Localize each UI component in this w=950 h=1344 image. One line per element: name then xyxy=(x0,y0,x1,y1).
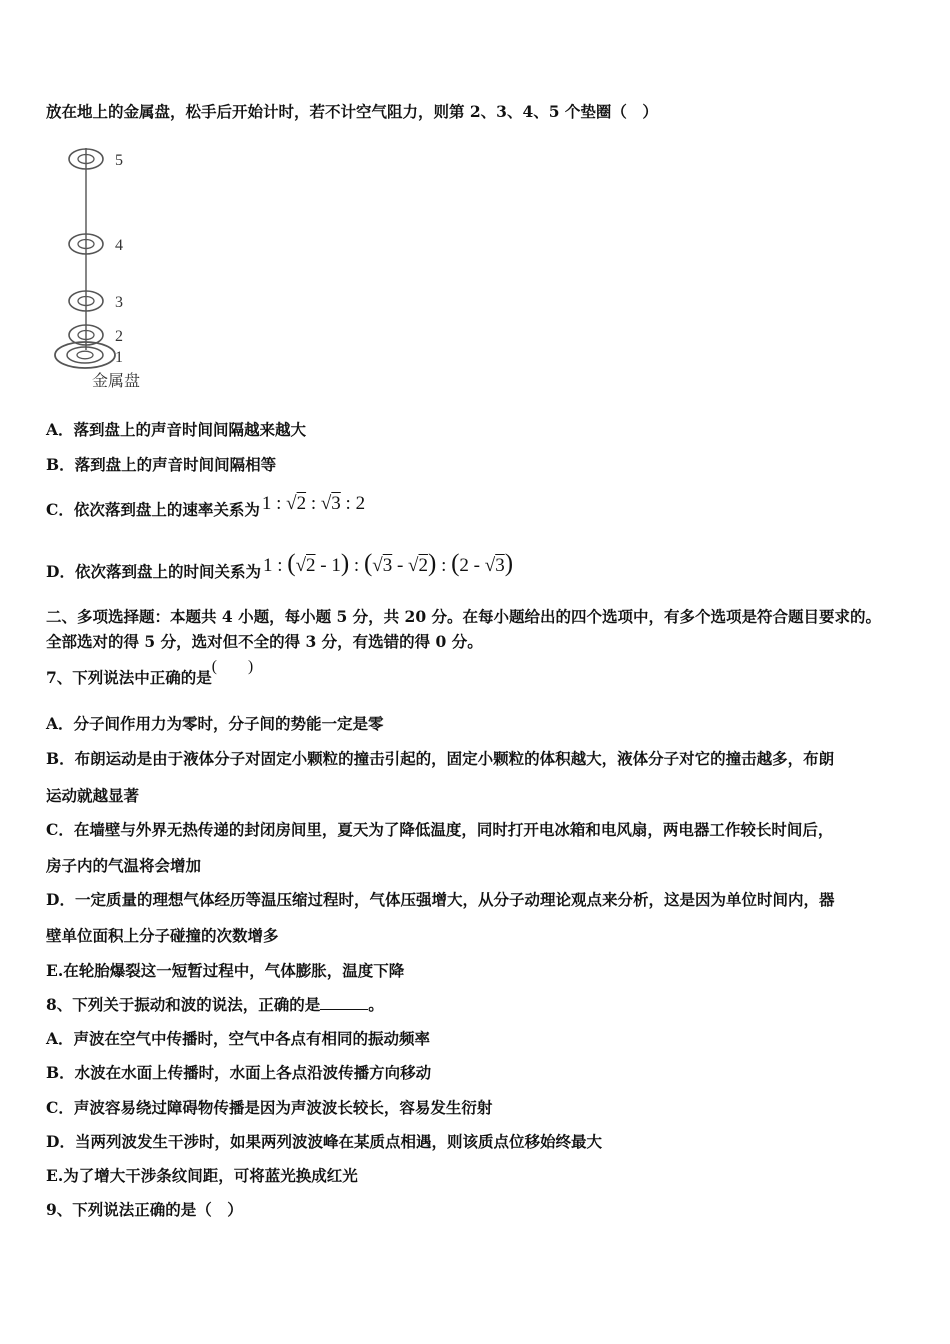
time-ratio-formula: 1 : (√2 - 1) : (√3 - √2) : (2 - √3) xyxy=(262,550,514,577)
q7-stem-text: 7、下列说法中正确的是 xyxy=(46,668,212,687)
speed-ratio-formula: 1 : √2 : √3 : 2 xyxy=(261,493,366,514)
washer-label-3: 3 xyxy=(115,294,123,311)
q8-option-a: A．声波在空气中传播时，空气中各点有相同的振动频率 xyxy=(46,1029,431,1048)
q8-answer-blank xyxy=(320,995,368,1010)
q6-option-b xyxy=(46,455,276,475)
q6-option-b-text: 落到盘上的声音时间间隔相等 xyxy=(74,455,277,474)
q7-option-c: C．在墙壁与外界无热传递的封闭房间里，夏天为了降低温度，同时打开电冰箱和电风扇，两电器工作较长时间后， xyxy=(46,820,834,839)
q8-stem-end: 。 xyxy=(368,995,384,1014)
q6-option-a-text: 落到盘上的声音时间间隔越来越大 xyxy=(73,420,307,439)
washer-label-5: 5 xyxy=(115,152,123,169)
q6-option-c-text: 依次落到盘上的速率关系为 xyxy=(73,500,260,519)
washer-label-4: 4 xyxy=(115,237,123,254)
q6-option-c-letter: C． xyxy=(46,500,74,519)
q8-option-b: B．水波在水面上传播时，水面上各点沿波传播方向移动 xyxy=(46,1063,432,1082)
q7-answer-paren: ( ) xyxy=(211,658,254,675)
q8-option-d: D．当两列波发生干涉时，如果两列波波峰在某质点相遇，则该质点位移始终最大 xyxy=(46,1132,602,1151)
q8-stem-text: 8、下列关于振动和波的说法，正确的是 xyxy=(46,995,321,1014)
question-7-stem xyxy=(46,658,254,689)
question-8-stem xyxy=(46,995,384,1015)
q6-option-b-letter: B． xyxy=(46,455,75,474)
q8-option-e: E.为了增大干涉条纹间距，可将蓝光换成红光 xyxy=(46,1166,358,1185)
washer-figure xyxy=(48,140,168,395)
metal-plate xyxy=(55,342,115,368)
q6-option-c xyxy=(46,493,366,520)
section-2-heading: 二、多项选择题：本题共 4 小题，每小题 5 分，共 20 分。在每小题给出的四个选项中，有多个选项是符合题目要求的。 xyxy=(46,607,882,626)
q6-option-d-text: 依次落到盘上的时间关系为 xyxy=(74,562,261,581)
q7-option-c-cont: 房子内的气温将会增加 xyxy=(46,856,202,875)
q8-option-c: C．声波容易绕过障碍物传播是因为声波波长较长，容易发生衍射 xyxy=(46,1098,493,1117)
q6-option-d-letter: D． xyxy=(46,562,75,581)
q7-option-d: D．一定质量的理想气体经历等温压缩过程时，气体压强增大，从分子动理论观点来分析，这是因为单位时间内，器 xyxy=(46,890,835,909)
q7-option-b: B．布朗运动是由于液体分子对固定小颗粒的撞击引起的，固定小颗粒的体积越大，液体分子对它的撞击越多，布朗 xyxy=(46,749,835,768)
figure-caption: 金属盘 xyxy=(92,373,141,390)
q7-option-a: A．分子间作用力为零时，分子间的势能一定是零 xyxy=(46,714,384,733)
washer-label-1: 1 xyxy=(115,349,123,366)
q6-option-d xyxy=(46,550,514,582)
question-9-stem: 9、下列说法正确的是（ ） xyxy=(46,1200,243,1219)
q7-option-d-cont: 壁单位面积上分子碰撞的次数增多 xyxy=(46,926,279,945)
question-6-stem: 放在地上的金属盘，松手后开始计时，若不计空气阻力，则第 2、3、4、5 个垫圈（ ） xyxy=(46,102,658,121)
section-2-scoring: 全部选对的得 5 分，选对但不全的得 3 分，有选错的得 0 分。 xyxy=(46,632,483,651)
q6-option-a xyxy=(46,420,306,440)
q6-option-a-letter: A． xyxy=(46,420,74,439)
q7-option-e: E.在轮胎爆裂这一短暂过程中，气体膨胀，温度下降 xyxy=(46,961,405,980)
q7-option-b-cont: 运动就越显著 xyxy=(46,786,140,805)
washer-label-2: 2 xyxy=(115,328,123,345)
